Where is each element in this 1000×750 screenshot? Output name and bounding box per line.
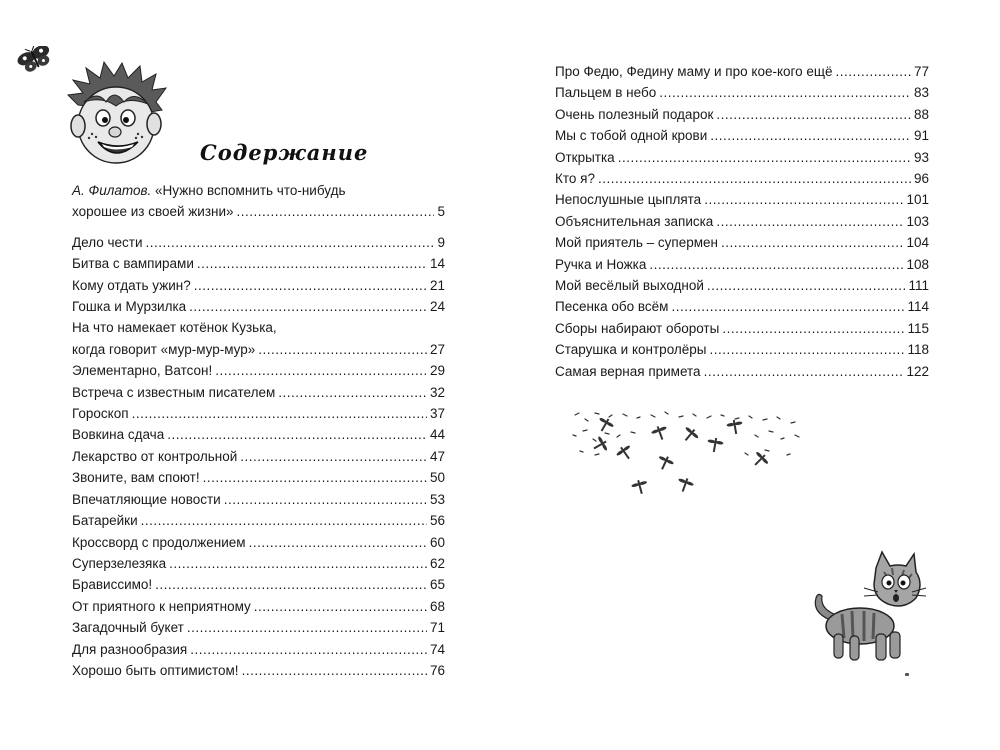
toc-entry-title: Самая верная примета: [555, 363, 701, 379]
toc-entry-title: Объяснительная записка: [555, 213, 714, 229]
toc-entry: [72, 253, 445, 274]
leader-dots: [710, 125, 911, 146]
toc-entry-page: 65: [429, 577, 445, 593]
toc-entry-page: 50: [429, 470, 445, 486]
toc-entry: [555, 168, 929, 189]
toc-entry-title: Ручка и Ножка: [555, 256, 647, 272]
toc-entry: [555, 275, 929, 296]
toc-entry-title: Загадочный букет: [72, 620, 184, 636]
toc-entry: [72, 232, 445, 253]
toc-entry-page: 44: [429, 427, 445, 443]
toc-entry-page: 14: [429, 256, 445, 272]
leader-dots: [169, 553, 427, 574]
leader-dots: [190, 639, 427, 660]
toc-entry-page: 111: [908, 278, 929, 294]
toc-list-left: [72, 180, 445, 681]
toc-entry-page: 24: [429, 299, 445, 315]
toc-entry: [72, 467, 445, 488]
leader-dots: [598, 168, 911, 189]
leader-dots: [155, 574, 427, 595]
toc-entry-page: 74: [429, 641, 445, 657]
toc-entry-title: Мой весёлый выходной: [555, 278, 704, 294]
leader-dots: [203, 467, 427, 488]
toc-entry: [555, 211, 929, 232]
leader-dots: [194, 275, 427, 296]
leader-dots: [258, 339, 427, 360]
leader-dots: [671, 296, 904, 317]
toc-entry-page: 60: [429, 534, 445, 550]
leader-dots: [836, 61, 911, 82]
toc-entry-title: Очень полезный подарок: [555, 106, 714, 122]
leader-dots: [707, 275, 906, 296]
toc-entry-title: Кто я?: [555, 171, 595, 187]
toc-entry: [72, 382, 445, 403]
toc-entry-page: 115: [907, 320, 929, 336]
leader-dots: [278, 382, 427, 403]
leader-dots: [132, 403, 427, 424]
toc-entry: [72, 489, 445, 510]
toc-entry: [555, 82, 929, 103]
toc-entry-title: Гошка и Мурзилка: [72, 299, 187, 315]
toc-entry-title: На что намекает котёнок Кузька,: [72, 320, 277, 336]
boy-face-illustration: [58, 60, 173, 170]
toc-entry-page: 91: [913, 128, 929, 144]
toc-entry-title: Звоните, вам споют!: [72, 470, 200, 486]
leader-dots: [722, 318, 904, 339]
toc-entry-page: 104: [906, 235, 929, 251]
toc-entry: [72, 360, 445, 381]
toc-entry-page: 5: [437, 204, 445, 220]
toc-entry-title: Мы с тобой одной крови: [555, 128, 708, 144]
toc-entry-title: Мой приятель – супермен: [555, 235, 718, 251]
toc-entry-title: Брависсимо!: [72, 577, 153, 593]
toc-entry-page: 108: [906, 256, 929, 272]
toc-entry-title: Для разнообразия: [72, 641, 188, 657]
toc-entry-title: Хорошо быть оптимистом!: [72, 662, 239, 678]
toc-entry-page: 71: [429, 620, 445, 636]
toc-entry-intro: [72, 180, 445, 223]
toc-entry: [555, 232, 929, 253]
toc-entry-title-cont: хорошее из своей жизни»: [72, 204, 234, 220]
leader-dots: [618, 147, 911, 168]
leader-dots: [649, 254, 903, 275]
leader-dots: [249, 532, 427, 553]
leader-dots: [197, 253, 427, 274]
toc-entry-title: Сборы набирают обороты: [555, 320, 720, 336]
toc-entry-page: 68: [429, 598, 445, 614]
toc-entry-title: Лекарство от контрольной: [72, 448, 238, 464]
dragonflies-illustration: [565, 405, 810, 500]
toc-entry-title: Про Федю, Федину маму и про кое-кого ещё: [555, 64, 833, 79]
toc-entry-title: Пальцем в небо: [555, 85, 657, 101]
toc-entry: [72, 317, 445, 360]
toc-entry-page: 47: [429, 448, 445, 464]
toc-entry-title: Кому отдать ужин?: [72, 277, 191, 293]
toc-entry: [555, 125, 929, 146]
toc-entry-title: Батарейки: [72, 513, 138, 529]
leader-dots: [224, 489, 427, 510]
toc-entry-page: 37: [429, 406, 445, 422]
toc-entry-title: Суперзелезяка: [72, 555, 167, 571]
toc-entry: [72, 296, 445, 317]
leader-dots: [716, 104, 911, 125]
leader-dots: [240, 446, 427, 467]
leader-dots: [237, 201, 435, 222]
toc-entry-title: Старушка и контролёры: [555, 342, 707, 358]
toc-entry-page: 114: [907, 299, 929, 315]
toc-entry-title: Кроссворд с продолжением: [72, 534, 246, 550]
toc-entry-title: От приятного к неприятному: [72, 598, 251, 614]
toc-entry-title: Песенка обо всём: [555, 299, 669, 315]
toc-entry: [72, 553, 445, 574]
toc-entry-page: 27: [429, 341, 445, 357]
butterfly-icon: [16, 46, 54, 72]
leader-dots: [167, 424, 427, 445]
page-mark: [905, 673, 909, 676]
toc-entry: [72, 446, 445, 467]
leader-dots: [215, 360, 427, 381]
toc-entry: [72, 403, 445, 424]
toc-entry-page: 56: [429, 513, 445, 529]
toc-entry-page: 29: [429, 363, 445, 379]
toc-entry-page: 93: [913, 149, 929, 165]
toc-entry: [555, 254, 929, 275]
toc-entry-title-cont: когда говорит «мур-мур-мур»: [72, 341, 256, 357]
toc-entry-page: 83: [913, 85, 929, 101]
leader-dots: [189, 296, 427, 317]
toc-entry: [555, 147, 929, 168]
toc-entry-page: 21: [429, 277, 445, 293]
toc-entry: [555, 61, 929, 82]
toc-entry: [555, 189, 929, 210]
leader-dots: [704, 361, 904, 382]
toc-entry-page: 96: [913, 171, 929, 187]
toc-entry-title: Непослушные цыплята: [555, 192, 702, 208]
toc-entry: [72, 574, 445, 595]
leader-dots: [721, 232, 904, 253]
toc-entry: [555, 339, 929, 360]
toc-entry-page: 118: [907, 342, 929, 358]
toc-entry-page: 77: [913, 64, 929, 79]
toc-entry-title: Элементарно, Ватсон!: [72, 363, 213, 379]
toc-entry-title: Дело чести: [72, 234, 143, 250]
toc-list-right: [555, 61, 929, 382]
leader-dots: [716, 211, 903, 232]
toc-entry-title: «Нужно вспомнить что-нибудь: [155, 183, 346, 198]
page-title: Содержание: [200, 140, 369, 165]
toc-entry-title: Битва с вампирами: [72, 256, 194, 272]
leader-dots: [242, 660, 427, 681]
toc-entry-page: 101: [906, 192, 929, 208]
toc-entry-page: 62: [429, 555, 445, 571]
toc-entry: [555, 104, 929, 125]
toc-entry-title: Открытка: [555, 149, 615, 165]
toc-entry-title: Гороскоп: [72, 406, 129, 422]
toc-entry: [72, 275, 445, 296]
toc-entry-page: 32: [429, 384, 445, 400]
toc-entry-page: 103: [906, 213, 929, 229]
toc-entry-title: Впечатляющие новости: [72, 491, 221, 507]
toc-entry: [72, 660, 445, 681]
toc-entry-page: 9: [437, 234, 445, 250]
leader-dots: [141, 510, 427, 531]
toc-entry-author: А. Филатов.: [72, 183, 152, 198]
toc-entry-page: 53: [429, 491, 445, 507]
leader-dots: [146, 232, 435, 253]
toc-entry-page: 88: [913, 106, 929, 122]
leader-dots: [187, 617, 427, 638]
toc-entry-page: 76: [429, 662, 445, 678]
toc-entry: [555, 361, 929, 382]
leader-dots: [659, 82, 911, 103]
toc-entry: [72, 532, 445, 553]
toc-entry: [72, 639, 445, 660]
leader-dots: [710, 339, 905, 360]
toc-entry: [72, 596, 445, 617]
toc-entry: [72, 510, 445, 531]
toc-entry: [555, 318, 929, 339]
toc-entry: [72, 617, 445, 638]
toc-entry: [72, 424, 445, 445]
toc-entry-title: Вовкина сдача: [72, 427, 165, 443]
toc-entry-page: 122: [906, 363, 929, 379]
leader-dots: [704, 189, 903, 210]
toc-entry: [555, 296, 929, 317]
leader-dots: [254, 596, 427, 617]
toc-entry-title: Встреча с известным писателем: [72, 384, 276, 400]
cat-illustration: [808, 548, 928, 668]
